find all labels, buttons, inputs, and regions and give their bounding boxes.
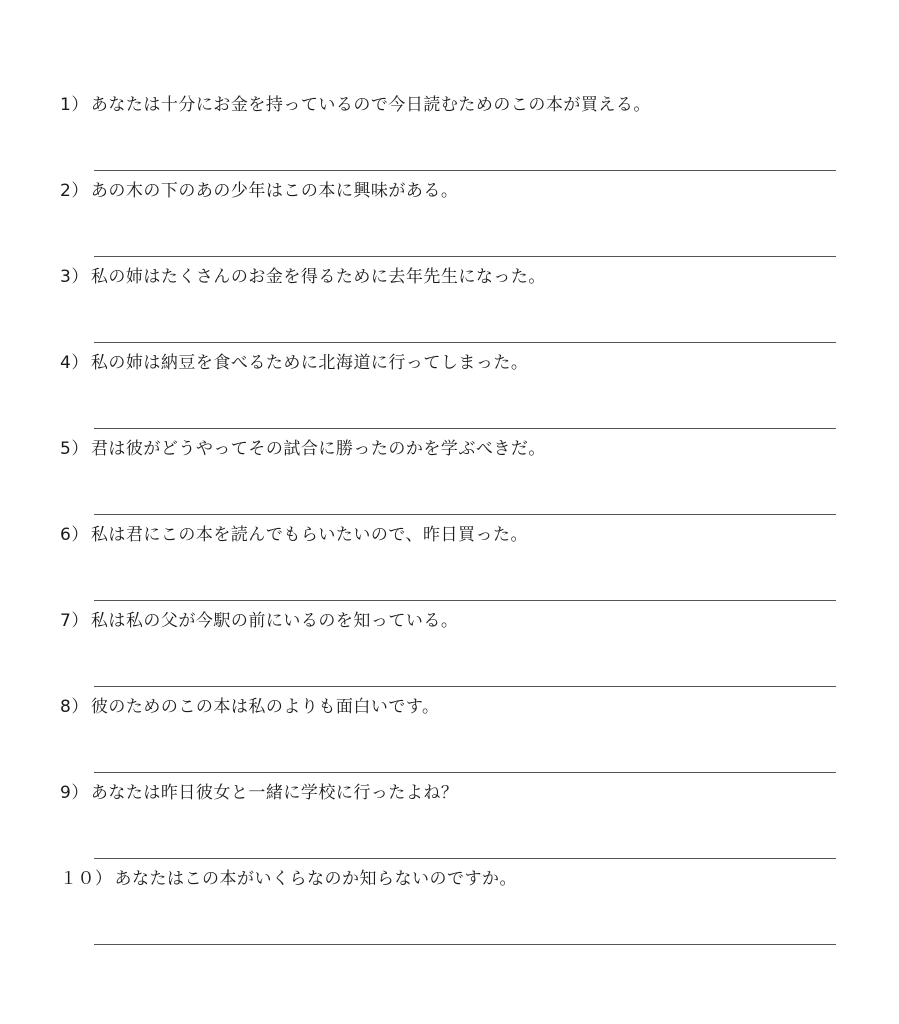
exercise-item-10 <box>0 774 899 889</box>
exercise-item-6 <box>0 430 899 545</box>
item-number: 7） <box>60 611 89 631</box>
item-number: 3） <box>60 267 89 287</box>
exercise-item-2 <box>0 86 899 201</box>
exercise-item-9 <box>0 688 899 803</box>
item-number: 6） <box>60 525 89 545</box>
item-sentence: 君は彼がどうやってその試合に勝ったのかを学ぶべきだ。 <box>90 439 546 459</box>
exercise-item-3 <box>0 172 899 287</box>
exercise-item-5 <box>0 344 899 459</box>
item-sentence: 私の姉は納豆を食べるために北海道に行ってしまった。 <box>90 353 529 373</box>
item-sentence: あなたは昨日彼女と一緒に学校に行ったよね？ <box>90 783 459 803</box>
item-sentence: 私は君にこの本を読んでもらいたいので、昨日買った。 <box>90 525 528 545</box>
item-number: 4） <box>60 353 89 373</box>
item-number: 1） <box>60 95 89 115</box>
item-sentence: あなたは十分にお金を持っているので今日読むためのこの本が買える。 <box>90 95 651 115</box>
exercise-prompt <box>60 866 517 892</box>
item-sentence: 彼のためのこの本は私のよりも面白いです。 <box>90 697 440 717</box>
item-sentence: あなたはこの本がいくらなのか知らないのですか。 <box>114 869 517 889</box>
item-sentence: 私の姉はたくさんのお金を得るために去年先生になった。 <box>90 267 546 287</box>
item-number: 5） <box>60 439 89 459</box>
answer-line[interactable] <box>94 944 836 945</box>
item-number: １０） <box>60 869 113 889</box>
exercise-item-4 <box>0 258 899 373</box>
item-sentence: あの木の下のあの少年はこの本に興味がある。 <box>90 181 459 201</box>
exercise-item-1 <box>0 0 899 115</box>
item-number: 8） <box>60 697 89 717</box>
item-number: 9） <box>60 783 89 803</box>
item-number: 2） <box>60 181 89 201</box>
exercise-item-7 <box>0 516 899 631</box>
item-sentence: 私は私の父が今駅の前にいるのを知っている。 <box>90 611 459 631</box>
exercise-item-8 <box>0 602 899 717</box>
